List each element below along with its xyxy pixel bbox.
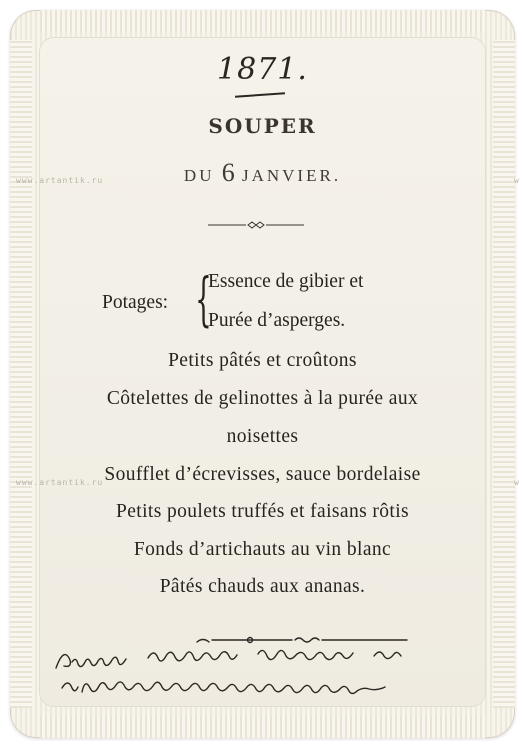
menu-course-continued: noisettes xyxy=(226,426,299,447)
menu-card-panel xyxy=(40,38,485,706)
scalloped-edge-bottom xyxy=(40,716,485,738)
menu-course: Soufflet d’écrevisses, sauce bordelaise xyxy=(104,464,421,485)
menu-course: Côtelettes de gelinottes à la purée aux xyxy=(106,388,419,409)
potage-item: Purée d’asperges. xyxy=(208,310,346,331)
watermark-edge-lower: w xyxy=(514,478,520,487)
scalloped-edge-right xyxy=(493,40,515,708)
potage-item: Essence de gibier et xyxy=(208,271,364,292)
menu-course: Petits pâtés et croûtons xyxy=(168,350,357,371)
date-prefix: DU xyxy=(183,166,215,185)
ornament-divider xyxy=(208,220,304,230)
watermark-upper: www.artantik.ru xyxy=(16,176,104,185)
date-month: JANVIER. xyxy=(241,166,342,185)
potages-label: Potages: xyxy=(102,292,169,313)
menu-course: Pâtés chauds aux ananas. xyxy=(159,576,366,597)
scalloped-edge-top xyxy=(40,10,485,32)
date-day: 6 xyxy=(221,158,235,187)
watermark-lower: www.artantik.ru xyxy=(16,478,104,487)
handwritten-year: 1871. xyxy=(217,52,308,87)
handwritten-signature xyxy=(52,632,482,706)
menu-title: SOUPER xyxy=(208,114,317,138)
watermark-edge-upper: w xyxy=(514,176,520,185)
scalloped-edge-left xyxy=(10,40,32,708)
menu-course: Petits poulets truffés et faisans rôtis xyxy=(115,501,410,522)
menu-course: Fonds d’artichauts au vin blanc xyxy=(133,539,392,560)
curly-brace-icon: { xyxy=(195,265,212,333)
